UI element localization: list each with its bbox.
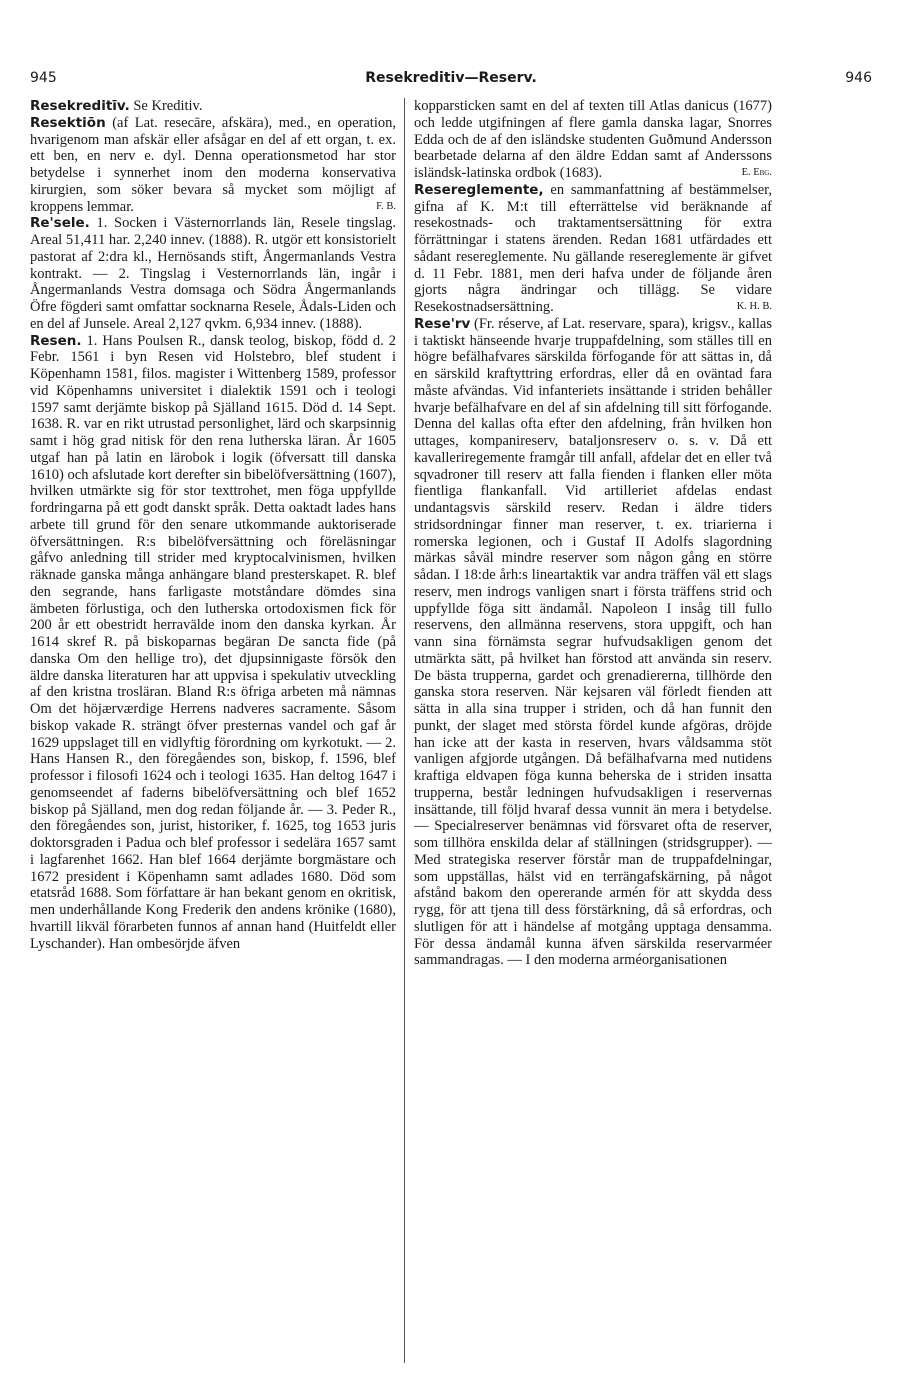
page-header <box>30 70 872 94</box>
entry-headword: Resereglemente, <box>414 181 544 198</box>
entry-signature: K. H. B. <box>736 301 772 312</box>
left-column <box>30 98 396 1368</box>
entry-headword: Resekreditīv. <box>30 98 130 114</box>
entry-text: kopparsticken samt en del af texten till Atlas danicus (1677) och ledde utgifningen af flere gamla danska lagar, Snorres Edda och de af den isländske studenten Guðmund Andersson bearbetade delarna af den äldre Eddan samt af Anderssons isländsk-latinska ordbok (1683). <box>414 98 772 181</box>
entry-resekreditiv <box>30 98 396 115</box>
entry-resen <box>30 333 396 953</box>
entry-text: en sammanfattning af bestämmelser, gifna af K. M:t till efterrättelse vid beräknande af resekostnads- och traktamentsersättning för extra förrättningar i statens ärenden. Redan 1681 utfärdades ett sådant resereglemente. Nu gällande resereglemente är gifvet d. 11 Febr. 1881, men deri hafva under de följande åren gjorts några ändringar och tillägg. Se vidare Resekostnadsersättning. <box>414 181 772 315</box>
entry-headword: Rese'rv <box>414 315 471 332</box>
entry-signature: F. B. <box>376 200 396 212</box>
entry-headword: Resektiōn <box>30 114 106 131</box>
entry-resektion <box>30 115 396 216</box>
entry-text: (Fr. réserve, af Lat. reservare, spara), krigsv., kallas i taktiskt hänseende hvarje truppafdelning, som ställes till en högre befälhafvares särskilda förfogande för att sättas in, då en särskild kraftyttring erfordras, eller då en oväntad fara måste afvändas. Vid infanteriets insättande i striden behåller hvarje befälhafvare en del af sin afdelning till sitt förfogande. Denna del kallas ofta efter den afdelning, från hvilken hon uttages, kompanireserv, bataljonsreserv o. s. v. Då ett kavalleriregemente framgår till anfall, afdelar det en eller två sqvadroner till reserv att falla fienden i flanken eller möta fientliga flankanfall. Vid artilleriet afdelas endast undantagsvis särskild reserv. Redan i äldre tiders stridsordningar finner man reserver, t. ex. triarierna i romerska legionen, och i Gustaf II Adolfs slagordning märkas såväl mindre reserver som någon gång en större sådan. I 18:de årh:s lineartaktik var andra träffen väl ett slags reserv, men indrogs vanligen snart i första träffens strid och uppfyllde föga sitt ändamål. Napoleon I insåg till fullo reservens, den allmänna reservens, stora uppgift, och han vann sina förnämsta segrar hufvudsakligen genom det utmärkta sätt, på hvilket han förstod att använda sin reserv. De bästa trupperna, gardet och grenadiererna, tillhörde den ganska stora reserven. När kejsaren väl förledt fienden att sätta in alla sina trupper i striden, och då han funnit den punkt, der slaget med största fördel kunde afgöras, dröjde han icke att der kasta in reserven, hvars våldsamma stöt vanligen afgjorde utgången. Då befälhafvarna med nutidens kraftiga eldvapen föga kunna beherska de i striden insatta trupperna, består ledningen hufvudsakligen i reservernas insättande, till följd hvaraf dessa vunnit än mera i betydelse. — Specialreserver benämnas vid försvaret ofta de reserver, som tillhöra enskilda delar af ställningen (stridsgrupper). — Med strategiska reserver förstår man de truppafdelningar, som uppställas, hälst vid en terrängafskärning, på något afstånd bakom den opererande armén för att skydda dess rygg, för att tjena till dess förstärkning, då så erfordras, och slutligen för att i händelse af motgång upptaga densamma. För dessa ändamål kunna äfven särskilda reservarméer sammandragas. — I den moderna arméorganisationen <box>414 315 772 969</box>
entry-headword: Resen. <box>30 332 82 349</box>
page-number-right: 946 <box>845 70 872 86</box>
page-number-left: 945 <box>30 70 57 86</box>
entry-text: 1. Hans Poulsen R., dansk teolog, biskop, född d. 2 Febr. 1561 i byn Resen vid Holstebro, blef student i Köpenhamn 1581, filos. magister i Wittenberg 1589, professor vid Köpenhamns universitet i dialektik 1591 och i teologi 1597 samt derjämte biskop på Själland 1615. Död d. 14 Sept. 1638. R. var en rikt utrustad personlighet, lärd och skarpsinnig samt i hög grad nitisk för den rena lutherska läran. År 1605 utgaf han på latin en lärobok i logik (öfversatt till danska 1610) och afslutade kort derefter sin bibelöfversättning (1607), hvilken utmärkte sig för stor texttrohet, men föga uppfyllde fordringarna på ett godt danskt språk. Detta oaktadt lades hans arbete till grund för den senare utkommande auktoriserade öfversättningen. R:s bibelöfversättning och föreläsningar gåfvo anledning till strider med kryptocalvinismen, hvilken räknade ganska många anhängare bland presterskapet. R. blef den segrande, hans farligaste motståndare dömdes sina ämbeten förlustiga, och den lutherska ortodoxismen fick för 200 år ett obestridt herravälde inom den danska kyrkan. År 1614 skref R. på biskoparnas begäran De sancta fide (på danska Om den hellige tro), det djupsinnigaste försök den äldre danska literaturen har att uppvisa i spekulativ utveckling af den kristna trosläran. Bland R:s öfriga arbeten må nämnas Om det höjærværdige Herrens nadveres sacramente. Såsom biskop vakade R. strängt öfver presternas vandel och gaf år 1629 uppslaget till en vidlyftig förordning om kyrkotukt. — 2. Hans Hansen R., den föregåendes son, biskop, f. 1596, blef professor i filosofi 1624 och i teologi 1635. Han deltog 1647 i genomseendet af faderns bibelöfversättning och blef 1652 biskop på Själland, men dog redan följande år. — 3. Peder R., den föregåendes son, jurist, historiker, f. 1625, tog 1653 juris doktorsgraden i Padua och blef professor i sedelära 1657 samt i lagfarenhet 1662. Han blef 1664 derjämte borgmästare och 1672 president i Köpenhamn samt adlades 1680. Död som etatsråd 1688. Som författare är han bekant genom en okritisk, men underhållande Kong Frederik den andens krönike (1680), hvartill likväl förarbeten funnos af annan hand (Huitfeldt eller Lyschander). Han ombesörjde äfven <box>30 332 396 952</box>
entry-text: 1. Socken i Västernorrlands län, Resele tingslag. Areal 51,411 har. 2,240 innev. (1888). R. utgör ett konsistorielt pastorat af 2:dra kl., Hernösands stift, Ångermanlands Vestra kontrakt. — 2. Tingslag i Vesternorrlands län, ingår i Ångermanlands Vestra domsaga och Södra Ångermanlands Öfre fögderi samt omfattar socknarna Resele, Ådals-Liden och en del af Junsele. Areal 2,127 qvkm. 6,934 innev. (1888). <box>30 215 396 332</box>
column-divider <box>404 98 405 1363</box>
entry-headword: Re'sele. <box>30 215 90 232</box>
entry-signature: E. Ebg. <box>741 167 772 178</box>
entry-text: Se Kreditiv. <box>133 98 203 114</box>
entry-reserv <box>414 316 772 969</box>
entry-resele <box>30 215 396 332</box>
entry-text: (af Lat. resecāre, afskära), med., en operation, hvarigenom man afskär eller afsågar en del af ett organ, t. ex. ett ben, en nerv e. dyl. Denna operationsmetod har stor betydelse i synnerhet inom den moderna konservativa kirurgien, som söker bevara så mycket som möjligt af kroppens lemmar. <box>30 114 396 215</box>
running-title: Resekreditiv—Reserv. <box>365 70 537 86</box>
right-column <box>414 98 772 1368</box>
entry-resereglemente <box>414 182 772 316</box>
entry-continuation <box>414 98 772 182</box>
